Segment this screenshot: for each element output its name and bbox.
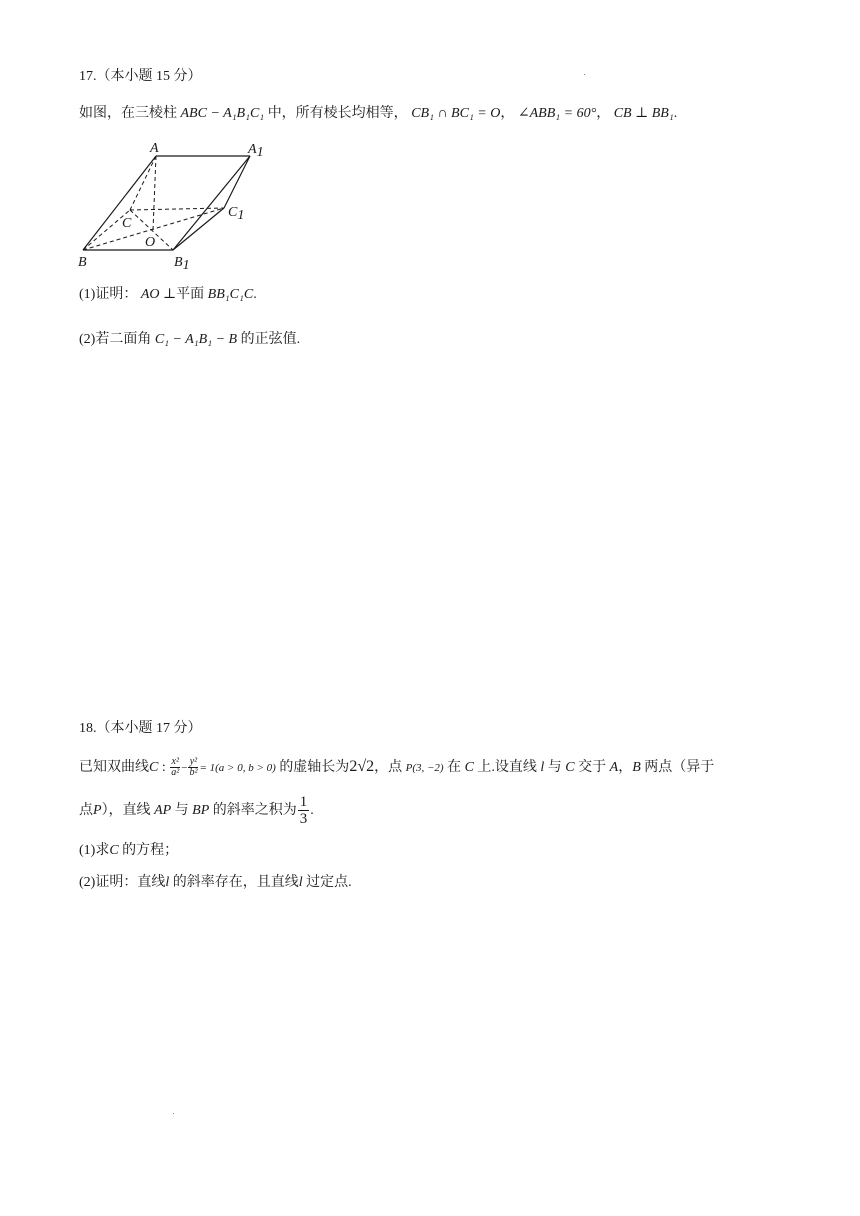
label-B1: B1 (174, 255, 190, 273)
label-A1: A1 (248, 142, 264, 160)
q18-frac-y-num: y² (189, 756, 198, 768)
label-C1: C1 (228, 205, 245, 223)
q18-bp: BP (192, 803, 210, 818)
q18-frac-third-num: 1 (299, 794, 308, 811)
edge-CC1 (130, 208, 224, 210)
edge-AO (153, 156, 156, 230)
q17-cond1: CB₁ ∩ BC₁ = O (411, 106, 501, 121)
q18-comma: ， (618, 760, 633, 775)
q18-l1-h: 两点（异于 (644, 760, 715, 775)
q17-stem-end: . (673, 106, 678, 121)
q18-frac-y-den: b² (189, 767, 198, 779)
q18-part2-l2: l (298, 875, 303, 890)
q17-part1-perp: ⊥ (163, 287, 177, 302)
q18-part1-a: (1)求 (79, 843, 110, 858)
q18-part1 (79, 841, 178, 861)
q17-part1 (79, 285, 257, 305)
q18-l1-d: 在 (447, 760, 462, 775)
q17-part2-prefix: (2)若二面角 (79, 332, 152, 347)
q18-l2-p: P (93, 803, 102, 818)
q18-part2-l: l (165, 875, 170, 890)
q18-pt-a: A (609, 760, 619, 775)
edge-A1C1 (224, 156, 250, 208)
q18-l2-d: 的斜率之积为 (212, 803, 297, 818)
q18-l1-b: 的虚轴长为 (279, 760, 350, 775)
q18-c-2: C (464, 760, 474, 775)
q18-stem-line1 (79, 752, 714, 783)
q18-part2-b: 的斜率存在，且直线 (172, 875, 299, 890)
speck-top (584, 74, 585, 75)
label-A: A (150, 141, 159, 156)
speck-bottom (173, 1113, 174, 1114)
q18-ap: AP (154, 803, 172, 818)
q17-part2 (79, 330, 300, 350)
q18-frac-third (298, 794, 310, 827)
q18-pt-b: B (632, 760, 641, 775)
q17-part1-plane: BB₁C₁C (207, 287, 254, 302)
q18-point: P(3, −2) (405, 762, 444, 774)
q17-cond3: CB ⊥ BB₁ (613, 106, 674, 121)
q17-prism: ABC − A₁B₁C₁ (180, 106, 265, 121)
q17-part1-prefix: (1)证明： (79, 287, 138, 302)
q17-stem (79, 104, 677, 124)
q17-part1-ao: AO (140, 287, 160, 302)
q18-l2-end: . (310, 803, 314, 818)
q18-l1-c2: ，点 (374, 760, 403, 775)
q18-part2 (79, 873, 352, 893)
q18-l1-g: 交于 (578, 760, 607, 775)
q18-c-3: C (565, 760, 575, 775)
q18-frac-x-den: a² (171, 767, 180, 779)
q18-minus: − (181, 762, 188, 774)
q18-l1-a: 已知双曲线 (79, 760, 149, 775)
q18-curve-c: C (149, 760, 159, 775)
q18-frac-x (170, 757, 180, 778)
q18-frac-third-den: 3 (299, 811, 308, 828)
q17-part1-text: 平面 (176, 287, 205, 302)
q17-stem-a: 如图，在三棱柱 (79, 106, 177, 121)
q18-l2-c: 与 (174, 803, 189, 818)
q18-l1-f: 与 (547, 760, 562, 775)
q18-l2-b: ），直线 (101, 803, 151, 818)
q18-axis-len: 2√2 (349, 758, 375, 775)
q18-part2-c: 过定点. (306, 875, 352, 890)
label-B: B (78, 255, 87, 270)
q18-part2-a: (2)证明：直线 (79, 875, 166, 890)
edge-C1B1 (173, 208, 224, 250)
prism-figure (70, 138, 290, 273)
q17-part1-end: . (253, 287, 257, 302)
q18-colon: : (158, 760, 166, 775)
q18-part1-b: 的方程； (122, 843, 179, 858)
q18-eq-tail: = 1(a > 0, b > 0) (199, 762, 276, 774)
q17-stem-b: 中，所有棱长均相等， (267, 106, 408, 121)
q18-l1-e: 上.设直线 (477, 760, 537, 775)
q17-cond2: ∠ABB₁ = 60° (517, 106, 597, 121)
q18-frac-y (188, 757, 198, 778)
q17-part2-expr: C₁ − A₁B₁ − B (154, 332, 238, 347)
edge-AC (130, 156, 156, 210)
q17-part2-text: 的正弦值. (240, 332, 301, 347)
q17-sep1: ， (500, 106, 515, 121)
q18-frac-x-num: x² (171, 756, 179, 768)
q18-stem-line2 (79, 794, 314, 828)
q18-header: 18.（本小题 17 分） (79, 721, 202, 736)
q18-l2-a: 点 (79, 803, 93, 818)
q18-part1-c: C (109, 843, 119, 858)
q18-line-l: l (540, 760, 545, 775)
label-C: C (122, 216, 132, 231)
edge-B1A1 (173, 156, 250, 250)
q17-header: 17.（本小题 15 分） (79, 69, 202, 84)
q17-sep2: ， (596, 106, 611, 121)
label-O: O (145, 235, 156, 250)
